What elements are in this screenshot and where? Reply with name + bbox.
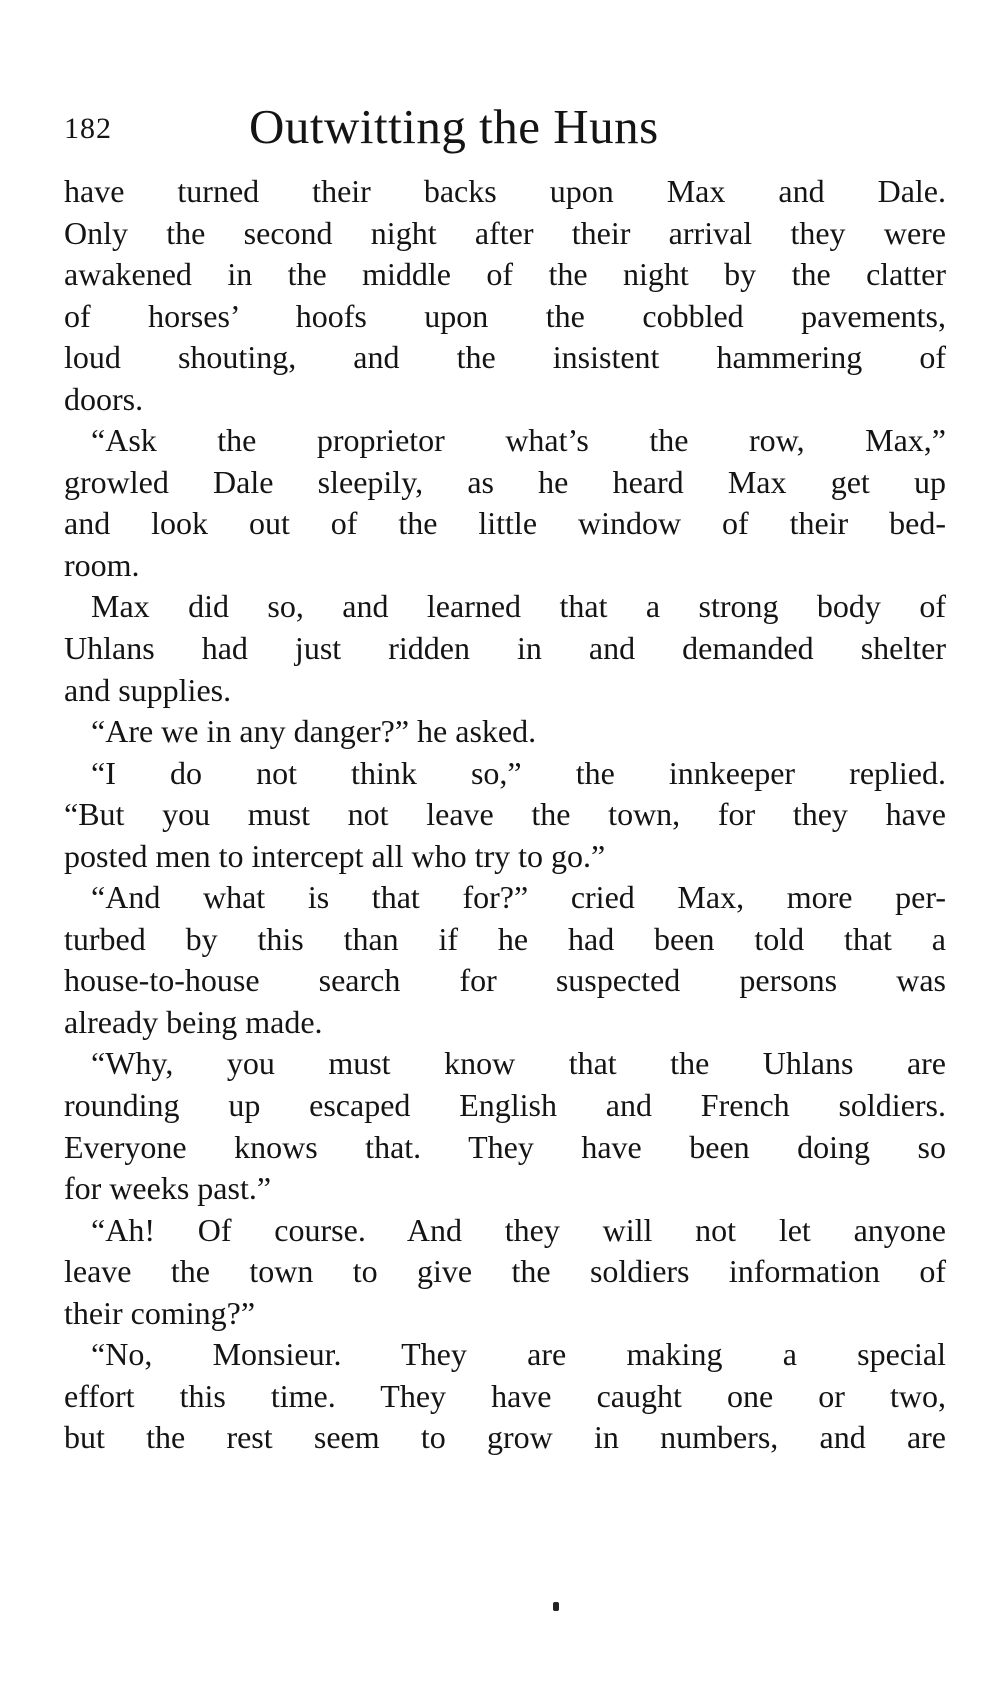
text-line: “Ah! Of course. And they will not let anyone: [91, 1211, 946, 1248]
text-line: already being made.: [64, 1003, 323, 1040]
text-line: “And what is that for?” cried Max, more per-: [91, 879, 946, 916]
text-line: “Ask the proprietor what’s the row, Max,”: [91, 422, 946, 459]
text-line: Uhlans had just ridden in and demanded shelter: [64, 630, 946, 667]
text-line: loud shouting, and the insistent hammering of: [64, 339, 946, 376]
text-line: turbed by this than if he had been told that a: [64, 920, 946, 957]
text-line: Everyone knows that. They have been doing so: [64, 1128, 946, 1165]
running-title: Outwitting the Huns: [249, 99, 659, 154]
text-line: “But you must not leave the town, for they have: [64, 796, 946, 833]
text-line: of horses’ hoofs upon the cobbled pavements,: [64, 297, 946, 334]
text-line: doors.: [64, 380, 144, 417]
text-line: for weeks past.”: [64, 1170, 272, 1207]
text-line: house-to-house search for suspected persons was: [64, 962, 946, 999]
text-line: and supplies.: [64, 671, 232, 708]
text-line: room.: [64, 546, 140, 583]
text-line: “No, Monsieur. They are making a special: [91, 1336, 946, 1373]
text-line: “Why, you must know that the Uhlans are: [91, 1045, 946, 1082]
text-line: their coming?”: [64, 1294, 256, 1331]
page-number: 182: [64, 112, 112, 145]
text-line: and look out of the little window of their bed-: [64, 505, 946, 542]
text-line: “Are we in any danger?” he asked.: [91, 713, 537, 750]
text-line: rounding up escaped English and French soldiers.: [64, 1087, 946, 1124]
body-text: [64, 171, 946, 1459]
text-line: growled Dale sleepily, as he heard Max get up: [64, 463, 946, 500]
text-line: but the rest seem to grow in numbers, and are: [64, 1419, 946, 1456]
text-line: posted men to intercept all who try to go.”: [64, 837, 606, 874]
text-line: awakened in the middle of the night by the clatter: [64, 256, 946, 293]
text-line: leave the town to give the soldiers information of: [64, 1253, 946, 1290]
page-header: [64, 98, 944, 158]
text-line: Only the second night after their arrival they were: [64, 214, 946, 251]
text-line: “I do not think so,” the innkeeper replied.: [91, 754, 946, 791]
printer-mark: [553, 1602, 559, 1611]
text-line: effort this time. They have caught one or two,: [64, 1377, 946, 1414]
text-line: have turned their backs upon Max and Dale.: [64, 173, 946, 209]
text-line: Max did so, and learned that a strong body of: [91, 588, 946, 625]
